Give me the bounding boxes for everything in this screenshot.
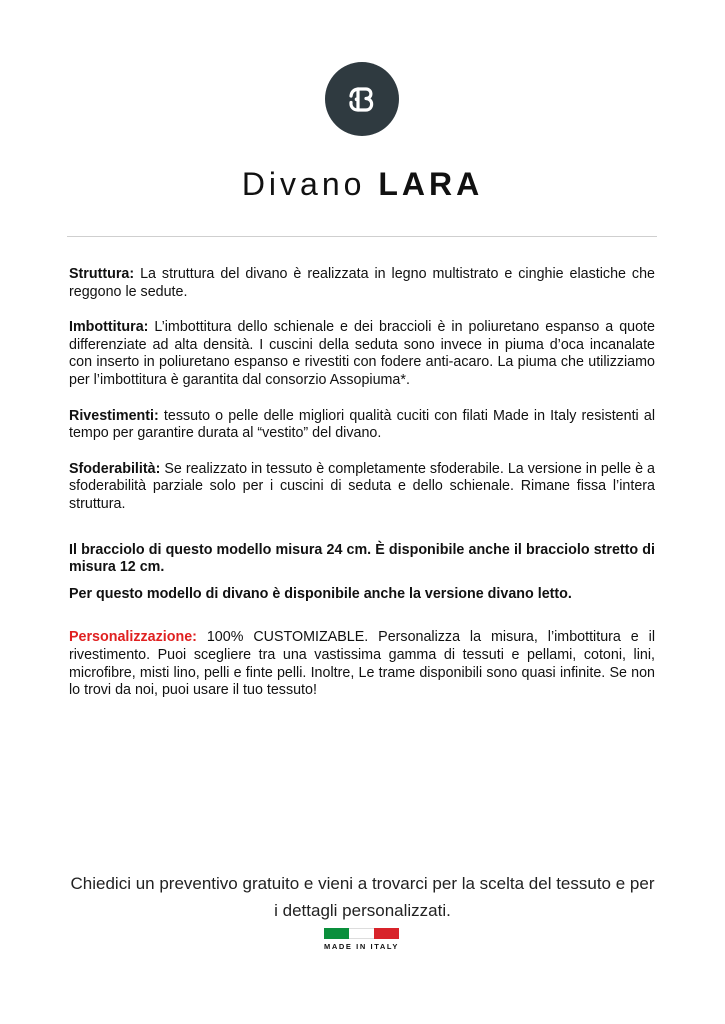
product-description [69,266,655,700]
rivestimenti-label: Rivestimenti: [69,407,159,424]
section-rivestimenti [69,408,655,443]
imbottitura-label: Imbottitura: [69,319,149,336]
section-personalizzazione [69,629,655,699]
title-product-name: LARA [378,166,484,202]
section-imbottitura [69,319,655,389]
made-in-italy-badge [324,928,399,951]
bracciolo-note: Il bracciolo di questo modello misura 24 cm. È disponibile anche il bracciolo stretto di misura 12 cm. [69,541,655,576]
sfoderabilita-text: Se realizzato in tessuto è completamente sfoderabile. La versione in pelle è a sfoderabilità parziale solo per i cuscini di seduta e dello schienale. Rimane fissa l’intera struttura. [69,460,655,512]
footer-line-1: Chiedici un preventivo gratuito e vieni a trovarci per la scelta del tessuto e per [70,874,655,893]
rivestimenti-text: tessuto o pelle delle migliori qualità cuciti con filati Made in Italy resistenti al tempo per garantire durata al “vestito” del divano. [69,407,655,442]
brand-logo-icon [325,62,399,136]
section-sfoderabilita [69,461,655,514]
imbottitura-text: L’imbottitura dello schienale e dei braccioli è in poliuretano espanso a quote differenziate ad alta densità. I cuscini della seduta sono invece in piuma d’oca incanalate con inserto in poliuretano espanso e rivestiti con fodere anti-acaro. La piuma che utilizziamo per l’imbottitura è garantita dal consorzio Assopiuma*. [69,319,655,388]
divano-letto-note: Per questo modello di divano è disponibile anche la versione divano letto. [69,585,572,602]
personalizzazione-text: 100% CUSTOMIZABLE. Personalizza la misura, l’imbottitura e il rivestimento. Puoi scegliere tra una vastissima gamma di tessuti e pellami, cotoni, lini, microfibre, misti lino, pelli e finte pelli. Inoltre, Le trame disponibili sono quasi infinite. Se non lo trovi da noi, puoi usare il tuo tessuto! [69,629,655,699]
made-in-italy-label: MADE IN ITALY [324,942,399,951]
section-struttura [69,266,655,301]
footer-cta [60,870,665,924]
sfoderabilita-label: Sfoderabilità: [69,460,161,477]
title-prefix: Divano [241,166,366,202]
struttura-text: La struttura del divano è realizzata in legno multistrato e cinghie elastiche che reggono le sedute. [69,266,655,300]
personalizzazione-label: Personalizzazione: [69,629,197,646]
italian-flag-icon [324,928,399,939]
footer-line-2: i dettagli personalizzati. [274,901,451,920]
struttura-label: Struttura: [69,266,135,282]
page-title [0,166,725,203]
title-divider [67,236,657,237]
